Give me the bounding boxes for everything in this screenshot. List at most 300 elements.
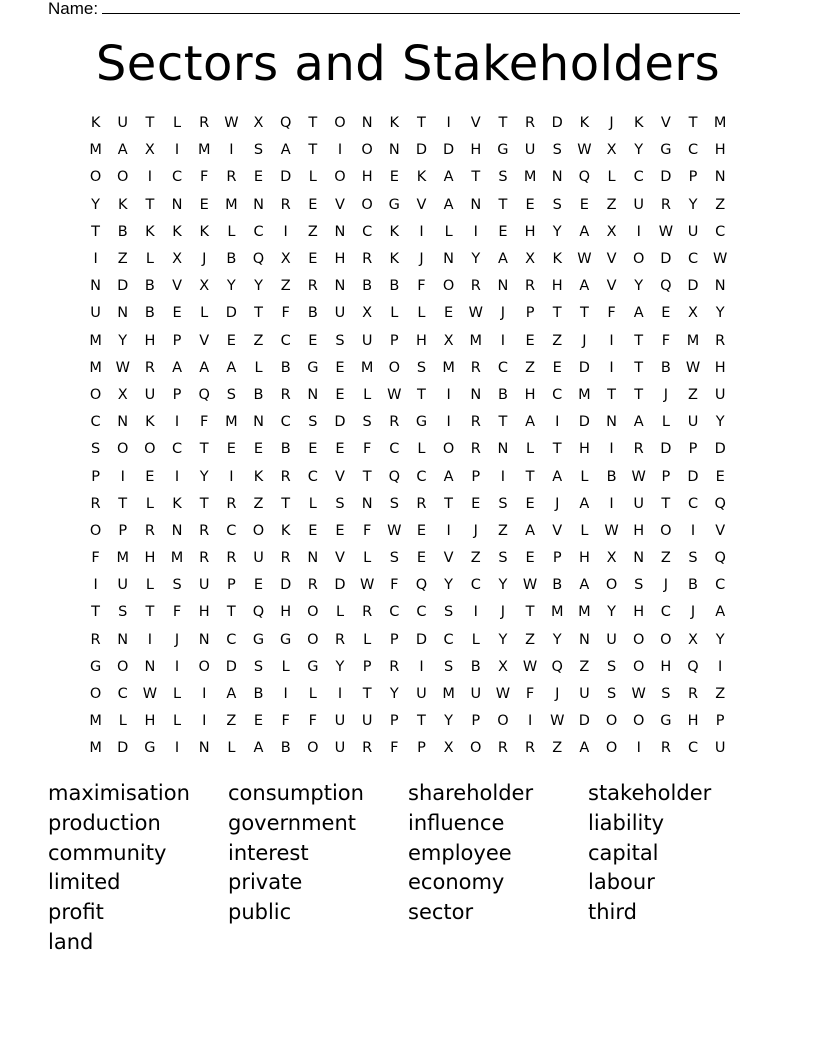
grid-letter: S <box>389 550 399 567</box>
grid-letter: T <box>308 115 318 132</box>
grid-letter: O <box>660 631 672 648</box>
grid-letter: R <box>362 740 373 757</box>
grid-letter: T <box>362 686 372 703</box>
grid-letter: N <box>90 278 101 295</box>
grid-letter: I <box>283 686 288 703</box>
grid-letter: S <box>498 169 508 186</box>
grid-letter: X <box>199 278 210 295</box>
grid-letter: Z <box>688 386 698 403</box>
grid-letter: X <box>688 631 698 648</box>
grid-letter: S <box>688 550 698 567</box>
word-list-item: public <box>228 900 292 925</box>
word-list-item: production <box>48 810 161 835</box>
grid-letter: O <box>442 278 455 295</box>
grid-letter: P <box>172 332 182 349</box>
grid-letter: E <box>498 223 508 240</box>
grid-letter: O <box>334 169 346 186</box>
grid-letter: Y <box>118 332 128 349</box>
grid-letter: C <box>660 604 671 621</box>
grid-letter: T <box>498 196 508 213</box>
grid-letter: E <box>308 196 318 213</box>
grid-letter: H <box>633 522 645 539</box>
grid-letter: C <box>416 468 427 485</box>
grid-letter: T <box>552 305 562 322</box>
grid-letter: I <box>93 251 98 268</box>
grid-letter: P <box>118 522 128 539</box>
grid-letter: I <box>202 713 207 730</box>
grid-letter: I <box>174 658 180 675</box>
grid-letter: M <box>686 332 700 349</box>
grid-row <box>82 409 734 436</box>
grid-letter: L <box>363 631 372 648</box>
grid-letter: W <box>224 115 239 132</box>
grid-letter: C <box>552 386 563 403</box>
grid-letter: Z <box>715 686 726 703</box>
grid-letter: O <box>497 713 509 730</box>
grid-letter: V <box>172 278 182 295</box>
grid-letter: L <box>417 305 426 322</box>
word-list-item: shareholder <box>408 781 534 805</box>
grid-letter: O <box>307 604 319 621</box>
grid-letter: H <box>578 441 590 458</box>
grid-letter: A <box>443 468 454 485</box>
grid-letter: P <box>471 468 481 485</box>
grid-letter: K <box>416 169 427 186</box>
grid-letter: T <box>417 115 426 132</box>
grid-letter: M <box>89 713 102 730</box>
grid-letter: M <box>360 359 374 376</box>
grid-letter: I <box>500 332 506 349</box>
grid-letter: O <box>388 359 400 376</box>
grid-letter: K <box>117 196 128 213</box>
grid-letter: V <box>335 196 345 213</box>
grid-letter: O <box>198 658 210 675</box>
grid-letter: K <box>172 495 182 512</box>
grid-letter: A <box>226 686 237 703</box>
grid-letter: C <box>687 142 699 159</box>
grid-letter: M <box>523 169 537 186</box>
word-list-item: liability <box>588 810 665 835</box>
grid-row <box>82 708 734 735</box>
grid-letter: R <box>144 522 155 539</box>
grid-letter: R <box>470 441 481 458</box>
grid-letter: R <box>470 278 481 295</box>
grid-letter: J <box>500 305 506 322</box>
grid-letter: R <box>497 740 508 757</box>
grid-letter: E <box>253 441 264 458</box>
grid-letter: H <box>578 550 590 567</box>
grid-letter: K <box>145 414 155 431</box>
grid-letter: O <box>144 441 156 458</box>
grid-letter: V <box>199 332 210 349</box>
grid-letter: E <box>253 577 264 594</box>
grid-letter: J <box>419 251 424 268</box>
grid-letter: L <box>145 577 154 594</box>
grid-letter: U <box>524 142 536 159</box>
grid-letter: U <box>334 740 346 757</box>
grid-letter: T <box>688 115 698 132</box>
grid-letter: W <box>658 223 674 240</box>
grid-letter: K <box>172 223 182 240</box>
grid-letter: T <box>118 495 128 512</box>
grid-letter: Z <box>226 713 237 730</box>
word-list-item: employee <box>408 840 512 865</box>
word-list-item: capital <box>588 840 659 865</box>
grid-letter: S <box>634 577 644 594</box>
grid-letter: N <box>361 115 373 132</box>
grid-letter: G <box>497 142 509 159</box>
grid-letter: U <box>714 386 726 403</box>
grid-letter: B <box>307 305 318 322</box>
grid-letter: O <box>632 713 645 730</box>
grid-letter: R <box>199 115 210 132</box>
grid-letter: C <box>497 359 508 376</box>
grid-letter: W <box>142 686 158 703</box>
grid-letter: S <box>606 658 617 675</box>
grid-letter: C <box>687 495 699 512</box>
grid-letter: O <box>307 631 319 648</box>
grid-letter: P <box>226 577 236 594</box>
grid-letter: R <box>280 196 291 213</box>
grid-letter: E <box>389 169 399 186</box>
grid-letter: U <box>687 414 699 431</box>
grid-letter: U <box>470 686 482 703</box>
grid-letter: F <box>417 278 426 295</box>
word-list-item: consumption <box>228 781 364 805</box>
grid-letter: N <box>606 414 617 431</box>
grid-letter: M <box>89 359 102 376</box>
grid-letter: M <box>225 196 238 213</box>
grid-letter: I <box>446 522 451 539</box>
grid-letter: L <box>227 740 236 757</box>
grid-letter: M <box>713 115 727 132</box>
grid-letter: S <box>498 550 508 567</box>
grid-letter: O <box>632 251 645 268</box>
grid-letter: M <box>442 686 455 703</box>
grid-letter: J <box>582 332 587 349</box>
grid-letter: H <box>470 142 482 159</box>
grid-letter: K <box>90 115 101 132</box>
grid-letter: U <box>361 332 373 349</box>
word-list <box>48 779 768 958</box>
grid-letter: A <box>497 251 508 268</box>
grid-letter: H <box>660 658 672 675</box>
grid-letter: A <box>579 740 590 757</box>
grid-letter: R <box>334 631 346 648</box>
grid-letter: E <box>525 495 535 512</box>
grid-letter: Y <box>634 142 644 159</box>
grid-row <box>82 436 734 463</box>
grid-row <box>82 382 734 409</box>
grid-row <box>82 328 734 355</box>
grid-letter: I <box>636 740 641 757</box>
grid-letter: W <box>713 251 728 268</box>
grid-letter: F <box>390 577 399 594</box>
grid-letter: X <box>606 223 617 240</box>
grid-letter: D <box>415 631 428 648</box>
grid-letter: M <box>89 142 102 159</box>
page-title: Sectors and Stakeholders <box>95 36 721 92</box>
grid-letter: E <box>335 386 345 403</box>
grid-letter: C <box>633 169 644 186</box>
grid-letter: V <box>470 115 481 132</box>
grid-letter: U <box>253 550 264 567</box>
word-list-item: third <box>588 900 637 925</box>
grid-letter: C <box>280 414 291 431</box>
grid-letter: N <box>253 414 264 431</box>
grid-letter: R <box>525 278 536 295</box>
grid-letter: H <box>714 142 726 159</box>
grid-letter: N <box>307 550 319 567</box>
grid-letter: C <box>715 577 726 594</box>
grid-letter: E <box>226 441 236 458</box>
grid-letter: I <box>500 468 506 485</box>
grid-letter: F <box>172 604 182 621</box>
grid-letter: Z <box>497 522 508 539</box>
grid-letter: E <box>335 522 345 539</box>
grid-letter: H <box>714 359 726 376</box>
grid-letter: L <box>173 713 182 730</box>
grid-letter: Z <box>117 251 128 268</box>
grid-letter: W <box>631 686 646 703</box>
grid-row <box>82 572 734 599</box>
grid-letter: S <box>606 686 617 703</box>
grid-row <box>82 491 734 518</box>
grid-letter: W <box>550 713 565 730</box>
grid-letter: E <box>525 550 535 567</box>
grid-letter: I <box>229 142 234 159</box>
grid-letter: O <box>605 577 618 594</box>
grid-letter: S <box>416 359 427 376</box>
grid-letter: A <box>280 142 291 159</box>
grid-letter: X <box>497 658 508 675</box>
grid-letter: G <box>660 713 672 730</box>
grid-letter: N <box>551 169 563 186</box>
grid-letter: L <box>145 495 154 512</box>
grid-letter: N <box>117 631 129 648</box>
grid-letter: R <box>715 332 726 349</box>
grid-letter: X <box>253 115 264 132</box>
grid-letter: D <box>714 441 726 458</box>
grid-letter: W <box>115 359 130 376</box>
grid-letter: A <box>633 414 644 431</box>
grid-letter: E <box>145 468 155 485</box>
grid-letter: U <box>117 577 129 594</box>
grid-row <box>82 518 734 545</box>
grid-letter: U <box>416 686 427 703</box>
grid-letter: K <box>199 223 209 240</box>
grid-row <box>82 463 734 490</box>
grid-letter: U <box>198 577 210 594</box>
grid-row <box>82 246 734 273</box>
grid-letter: P <box>661 468 671 485</box>
grid-letter: O <box>117 169 129 186</box>
grid-row <box>82 219 734 246</box>
grid-letter: Z <box>552 332 563 349</box>
grid-letter: D <box>660 441 672 458</box>
grid-letter: H <box>334 251 346 268</box>
grid-letter: N <box>633 550 645 567</box>
grid-letter: P <box>389 631 399 648</box>
grid-letter: T <box>634 359 644 376</box>
grid-letter: Z <box>715 196 726 213</box>
grid-letter: J <box>202 251 207 268</box>
grid-letter: G <box>144 740 156 757</box>
grid-letter: R <box>280 468 291 485</box>
grid-letter: U <box>606 631 617 648</box>
grid-letter: A <box>117 142 128 159</box>
grid-letter: Q <box>551 658 563 675</box>
grid-letter: F <box>362 441 372 458</box>
grid-letter: O <box>117 441 129 458</box>
grid-letter: J <box>174 631 180 648</box>
grid-letter: O <box>89 169 102 186</box>
grid-letter: A <box>525 414 536 431</box>
grid-letter: V <box>606 278 617 295</box>
grid-letter: D <box>117 740 129 757</box>
grid-letter: S <box>253 142 264 159</box>
grid-row <box>82 192 734 219</box>
grid-letter: T <box>525 604 535 621</box>
grid-letter: V <box>335 468 345 485</box>
grid-letter: D <box>578 713 590 730</box>
grid-letter: R <box>226 495 237 512</box>
grid-letter: T <box>607 386 616 403</box>
grid-letter: G <box>252 631 265 648</box>
name-label: Name: <box>48 0 99 18</box>
grid-letter: C <box>389 604 400 621</box>
grid-letter: T <box>199 495 209 512</box>
grid-letter: F <box>607 305 616 322</box>
grid-letter: A <box>172 359 182 376</box>
grid-letter: U <box>144 386 156 403</box>
grid-letter: U <box>90 305 101 322</box>
grid-letter: B <box>552 577 563 594</box>
grid-letter: C <box>117 686 128 703</box>
grid-row <box>82 681 734 708</box>
grid-letter: O <box>89 386 102 403</box>
grid-letter: K <box>579 115 590 132</box>
grid-letter: E <box>308 332 318 349</box>
grid-letter: R <box>525 115 536 132</box>
grid-letter: O <box>117 658 129 675</box>
grid-letter: Y <box>552 223 562 240</box>
grid-letter: R <box>362 604 373 621</box>
grid-letter: W <box>577 142 592 159</box>
grid-letter: O <box>632 658 645 675</box>
grid-letter: L <box>200 305 209 322</box>
grid-letter: L <box>308 169 317 186</box>
grid-letter: S <box>362 414 372 431</box>
grid-letter: U <box>117 115 129 132</box>
grid-letter: O <box>361 142 373 159</box>
grid-letter: R <box>199 522 210 539</box>
grid-letter: S <box>226 386 236 403</box>
grid-letter: M <box>197 142 211 159</box>
grid-letter: N <box>171 196 183 213</box>
grid-letter: I <box>609 441 614 458</box>
grid-letter: G <box>415 414 428 431</box>
grid-letter: S <box>552 196 562 213</box>
grid-letter: H <box>687 713 699 730</box>
grid-letter: F <box>308 713 317 730</box>
grid-letter: J <box>663 577 668 594</box>
grid-letter: R <box>660 740 671 757</box>
grid-letter: S <box>444 658 454 675</box>
grid-letter: R <box>633 441 644 458</box>
grid-letter: N <box>117 305 129 322</box>
grid-letter: I <box>473 223 478 240</box>
grid-letter: V <box>715 522 726 539</box>
grid-row <box>82 627 734 654</box>
grid-letter: Z <box>253 495 264 512</box>
grid-letter: I <box>527 713 533 730</box>
grid-letter: D <box>280 577 292 594</box>
grid-letter: Y <box>199 468 209 485</box>
grid-letter: B <box>660 359 671 376</box>
grid-letter: B <box>144 278 155 295</box>
grid-letter: E <box>335 441 345 458</box>
grid-letter: S <box>172 577 182 594</box>
grid-letter: N <box>714 169 726 186</box>
grid-letter: P <box>688 441 698 458</box>
grid-letter: U <box>633 495 645 512</box>
grid-letter: I <box>609 359 614 376</box>
grid-row <box>82 545 734 572</box>
grid-letter: U <box>633 196 645 213</box>
grid-letter: V <box>443 550 454 567</box>
grid-letter: F <box>200 169 209 186</box>
grid-letter: D <box>578 359 590 376</box>
grid-letter: A <box>579 223 590 240</box>
grid-letter: P <box>172 386 182 403</box>
grid-letter: G <box>660 142 672 159</box>
grid-letter: L <box>661 414 670 431</box>
grid-letter: P <box>389 713 399 730</box>
grid-letter: R <box>525 740 536 757</box>
grid-letter: L <box>308 686 317 703</box>
grid-letter: H <box>633 604 645 621</box>
grid-letter: D <box>660 169 672 186</box>
grid-letter: O <box>605 740 618 757</box>
grid-letter: S <box>335 495 345 512</box>
grid-letter: C <box>171 169 183 186</box>
grid-letter: C <box>715 223 726 240</box>
grid-letter: S <box>498 495 508 512</box>
grid-letter: Y <box>389 686 399 703</box>
grid-letter: I <box>120 468 125 485</box>
grid-letter: B <box>362 278 373 295</box>
grid-letter: K <box>253 468 264 485</box>
grid-letter: E <box>525 332 535 349</box>
grid-letter: E <box>308 441 318 458</box>
grid-letter: R <box>470 414 481 431</box>
grid-letter: B <box>253 386 264 403</box>
grid-letter: R <box>280 550 291 567</box>
grid-letter: I <box>446 115 451 132</box>
grid-letter: S <box>253 658 264 675</box>
grid-letter: J <box>555 686 560 703</box>
grid-letter: M <box>578 604 591 621</box>
name-field <box>48 0 748 20</box>
grid-letter: Y <box>498 631 508 648</box>
grid-letter: N <box>497 441 509 458</box>
grid-letter: I <box>174 142 180 159</box>
grid-letter: L <box>363 386 372 403</box>
grid-letter: W <box>522 658 538 675</box>
grid-letter: R <box>280 386 291 403</box>
grid-letter: M <box>89 332 102 349</box>
